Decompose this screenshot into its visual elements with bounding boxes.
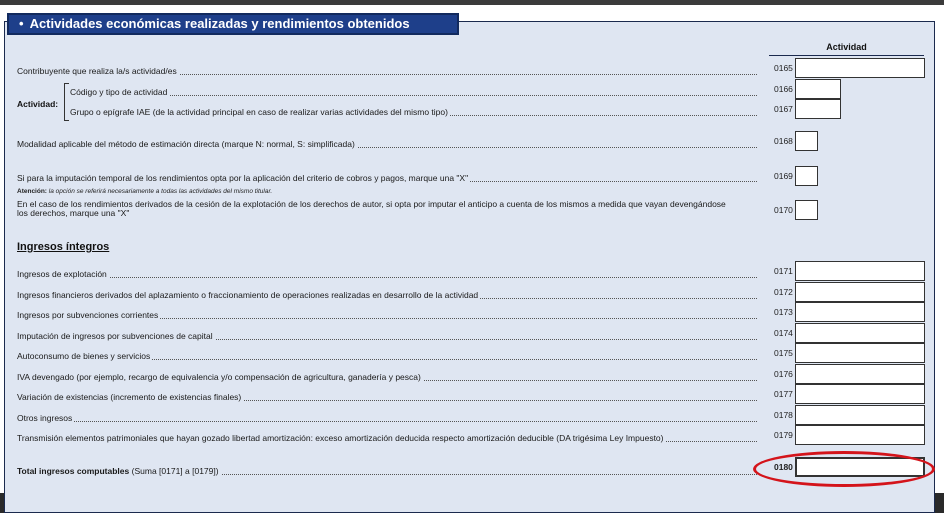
highlight-circle — [753, 451, 935, 487]
field-0169[interactable] — [795, 166, 818, 186]
code-0165: 0165 — [774, 58, 793, 78]
dot-leader — [17, 421, 757, 422]
ingreso-row — [17, 413, 757, 423]
ingreso-code: 0179 — [774, 425, 793, 445]
ingreso-code: 0173 — [774, 302, 793, 322]
row-codigo-actividad — [70, 87, 757, 97]
row-label: Modalidad aplicable del método de estimación directa (marque N: normal, S: simplificada) — [17, 139, 355, 149]
dot-leader — [70, 95, 757, 96]
ingreso-label: Ingresos de explotación — [17, 269, 107, 279]
ingreso-row — [17, 392, 757, 402]
row-grupo-iae — [70, 107, 757, 117]
ingreso-label: IVA devengado (por ejemplo, recargo de equivalencia y/o compensación de agricultura, ganadería y pesca) — [17, 371, 421, 382]
total-label — [17, 466, 221, 476]
ingreso-code: 0175 — [774, 343, 793, 363]
total-label-bold: Total ingresos computables — [17, 466, 130, 476]
ingreso-label: Imputación de ingresos por subvenciones de capital — [17, 330, 213, 341]
field-0170[interactable] — [795, 200, 818, 220]
ingreso-row — [17, 372, 757, 382]
field-0167[interactable] — [795, 99, 841, 119]
section-header — [7, 13, 459, 35]
ingreso-label: Variación de existencias (incremento de existencias finales) — [17, 392, 242, 402]
ingreso-row — [17, 269, 757, 279]
row-autor-line1: En el caso de los rendimientos derivados de la cesión de la explotación de los derechos de autor, si opta por imputar el anticipo a cuenta de los mismos a medida que vayan devengándose — [17, 199, 726, 209]
note-italic: la opción se referirá necesariamente a todas las actividades del mismo titular. — [48, 188, 273, 195]
ingreso-field[interactable] — [795, 282, 925, 302]
ingreso-code: 0177 — [774, 384, 793, 404]
ingreso-code: 0176 — [774, 364, 793, 384]
ingreso-field[interactable] — [795, 364, 925, 384]
ingreso-field[interactable] — [795, 261, 925, 281]
section-title-ingresos: Ingresos íntegros — [17, 241, 110, 253]
row-label: Grupo o epígrafe IAE (de la actividad principal en caso de realizar varias actividades del mismo tipo) — [70, 107, 448, 117]
ingreso-label: Ingresos por subvenciones corrientes — [17, 310, 159, 320]
field-0166[interactable] — [795, 79, 841, 99]
ingreso-label: Ingresos financieros derivados del aplazamiento o fraccionamiento de operaciones realizadas en desarrollo de la actividad — [17, 289, 479, 300]
actividad-bracket — [64, 83, 69, 121]
attention-note — [17, 188, 272, 195]
code-0168: 0168 — [774, 131, 793, 151]
ingreso-code: 0171 — [774, 261, 793, 281]
ingreso-code: 0174 — [774, 323, 793, 343]
ingreso-row — [17, 351, 757, 361]
row-autor-line2: los derechos, marque una "X" — [17, 208, 130, 218]
code-0166: 0166 — [774, 79, 793, 99]
section-header-title: Actividades económicas realizadas y rendimientos obtenidos — [29, 16, 410, 31]
ingreso-field[interactable] — [795, 384, 925, 404]
ingreso-code: 0178 — [774, 405, 793, 425]
code-0170: 0170 — [774, 200, 793, 220]
row-label: Contribuyente que realiza la/s actividad/es — [17, 66, 177, 76]
field-0168[interactable] — [795, 131, 818, 151]
ingreso-field[interactable] — [795, 425, 925, 445]
column-header-actividad: Actividad — [769, 39, 924, 56]
ingreso-label: Otros ingresos — [17, 412, 73, 423]
actividad-label: Actividad: — [17, 99, 59, 109]
bullet-icon: • — [19, 16, 24, 31]
total-label-rest: (Suma [0171] a [0179]) — [131, 466, 219, 476]
row-label: Código y tipo de actividad — [70, 87, 168, 97]
ingreso-field[interactable] — [795, 323, 925, 343]
dot-leader — [17, 277, 757, 278]
ingreso-row — [17, 290, 757, 300]
row-total — [17, 466, 757, 476]
note-bold: Atención: — [17, 188, 47, 195]
ingreso-label: Transmisión elementos patrimoniales que hayan gozado libertad amortización: exceso amortización deducida respecto amortización deducible (DA trigésima Ley Impuesto) — [17, 433, 664, 443]
row-contribuyente — [17, 66, 757, 76]
code-0167: 0167 — [774, 99, 793, 119]
field-0165[interactable] — [795, 58, 925, 78]
ingreso-field[interactable] — [795, 302, 925, 322]
ingreso-row — [17, 331, 757, 341]
ingreso-code: 0172 — [774, 282, 793, 302]
code-0169: 0169 — [774, 166, 793, 186]
code-0180: 0180 — [774, 457, 793, 477]
ingreso-field[interactable] — [795, 405, 925, 425]
ingreso-field[interactable] — [795, 343, 925, 363]
ingreso-row — [17, 310, 757, 320]
ingreso-label: Autoconsumo de bienes y servicios — [17, 351, 151, 361]
row-modalidad — [17, 139, 757, 149]
form-page — [0, 5, 944, 493]
row-imputacion — [17, 173, 757, 183]
row-label: Si para la imputación temporal de los rendimientos opta por la aplicación del criterio de cobros y pagos, marque una "X" — [17, 173, 469, 183]
ingreso-row — [17, 433, 757, 443]
